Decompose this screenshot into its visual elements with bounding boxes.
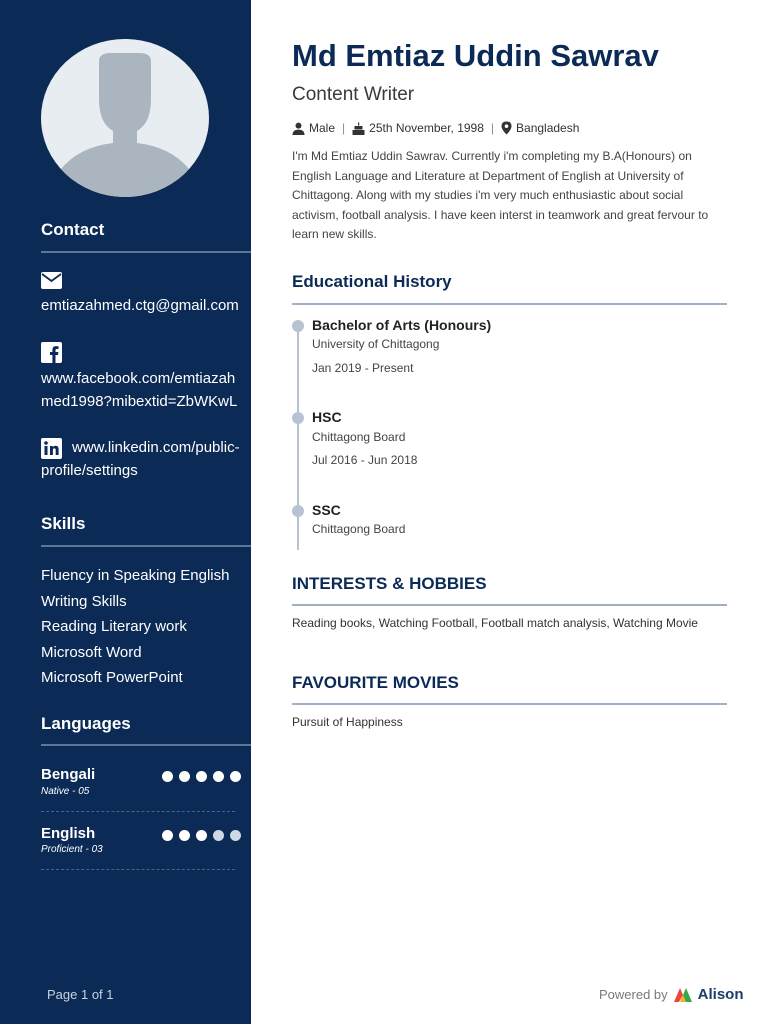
education-dates: Jul 2016 - Jun 2018 <box>312 453 418 467</box>
rating-dot-filled <box>213 771 224 782</box>
timeline-dot <box>292 412 304 424</box>
sidebar <box>0 0 251 1024</box>
contact-email-link[interactable]: emtiazahmed.ctg@gmail.com <box>41 297 239 314</box>
skills-divider <box>41 545 251 547</box>
language-divider <box>41 811 235 812</box>
language-rating <box>162 830 241 841</box>
timeline-dot <box>292 320 304 332</box>
user-silhouette-icon <box>41 39 209 197</box>
movies-heading: FAVOURITE MOVIES <box>292 673 459 692</box>
language-level: Proficient - 03 <box>41 844 103 855</box>
languages-heading: Languages <box>41 714 131 733</box>
movies-divider <box>292 703 727 705</box>
education-degree: Bachelor of Arts (Honours) <box>312 317 492 333</box>
powered-by-label: Powered by <box>599 987 668 1002</box>
rating-dot-filled <box>162 830 173 841</box>
envelope-icon <box>41 272 62 289</box>
powered-by <box>599 986 744 1003</box>
movies-text: Pursuit of Happiness <box>292 715 403 729</box>
education-institution: Chittagong Board <box>312 522 406 536</box>
timeline-dot <box>292 505 304 517</box>
language-level: Native - 05 <box>41 786 90 797</box>
contact-divider <box>41 251 251 253</box>
rating-dot-empty <box>230 830 241 841</box>
rating-dot-filled <box>162 771 173 782</box>
job-title: Content Writer <box>292 84 415 105</box>
avatar <box>41 39 209 197</box>
education-institution: University of Chittagong <box>312 337 440 351</box>
meta-separator: | <box>490 121 495 135</box>
education-dates: Jan 2019 - Present <box>312 361 414 375</box>
education-divider <box>292 303 727 305</box>
language-name: English <box>41 825 96 842</box>
contact-heading: Contact <box>41 220 105 239</box>
meta-separator: | <box>342 121 346 135</box>
person-icon <box>292 122 305 135</box>
birthday-cake-icon <box>352 122 365 135</box>
education-degree: HSC <box>312 409 342 425</box>
alison-logo-icon <box>674 988 692 1002</box>
birthdate-value: 25th November, 1998 <box>369 121 484 135</box>
rating-dot-empty <box>213 830 224 841</box>
contact-facebook-link[interactable]: www.facebook.com/emtiazahmed1998?mibextid=ZbWKwL <box>41 370 238 410</box>
location-value: Bangladesh <box>516 121 580 135</box>
skill-item: Microsoft PowerPoint <box>41 669 183 686</box>
rating-dot-filled <box>196 830 207 841</box>
page-number: Page 1 of 1 <box>47 987 114 1002</box>
rating-dot-filled <box>179 830 190 841</box>
interests-divider <box>292 604 727 606</box>
skill-item: Writing Skills <box>41 593 127 610</box>
personal-details <box>292 121 579 135</box>
profile-summary: I'm Md Emtiaz Uddin Sawrav. Currently i'm completing my B.A(Honours) on English Language and Literature at Department of English at University of Chittagong. Along with my studies i'm very much enthusiastic about social activism, football analysis. I have keen interst in teamwork and great fervour to learn new skills. <box>292 149 709 241</box>
skill-item: Fluency in Speaking English <box>41 567 230 584</box>
rating-dot-filled <box>179 771 190 782</box>
language-name: Bengali <box>41 766 96 783</box>
gender-value: Male <box>309 121 336 135</box>
education-institution: Chittagong Board <box>312 430 406 444</box>
language-rating <box>162 771 241 782</box>
contact-linkedin-link[interactable]: www.linkedin.com/public-profile/settings <box>41 439 240 479</box>
interests-text: Reading books, Watching Football, Football match analysis, Watching Movie <box>292 616 698 630</box>
facebook-icon <box>41 342 62 363</box>
education-heading: Educational History <box>292 272 452 291</box>
rating-dot-filled <box>230 771 241 782</box>
rating-dot-filled <box>196 771 207 782</box>
main-content <box>251 0 768 1024</box>
skill-item: Microsoft Word <box>41 644 142 661</box>
languages-divider <box>41 744 251 746</box>
skill-item: Reading Literary work <box>41 618 187 635</box>
language-divider <box>41 869 235 870</box>
skills-heading: Skills <box>41 514 86 533</box>
interests-heading: INTERESTS & HOBBIES <box>292 574 487 593</box>
alison-brand[interactable]: Alison <box>697 986 744 1003</box>
candidate-name: Md Emtiaz Uddin Sawrav <box>292 38 659 73</box>
location-pin-icon <box>501 121 512 135</box>
education-degree: SSC <box>312 502 341 518</box>
